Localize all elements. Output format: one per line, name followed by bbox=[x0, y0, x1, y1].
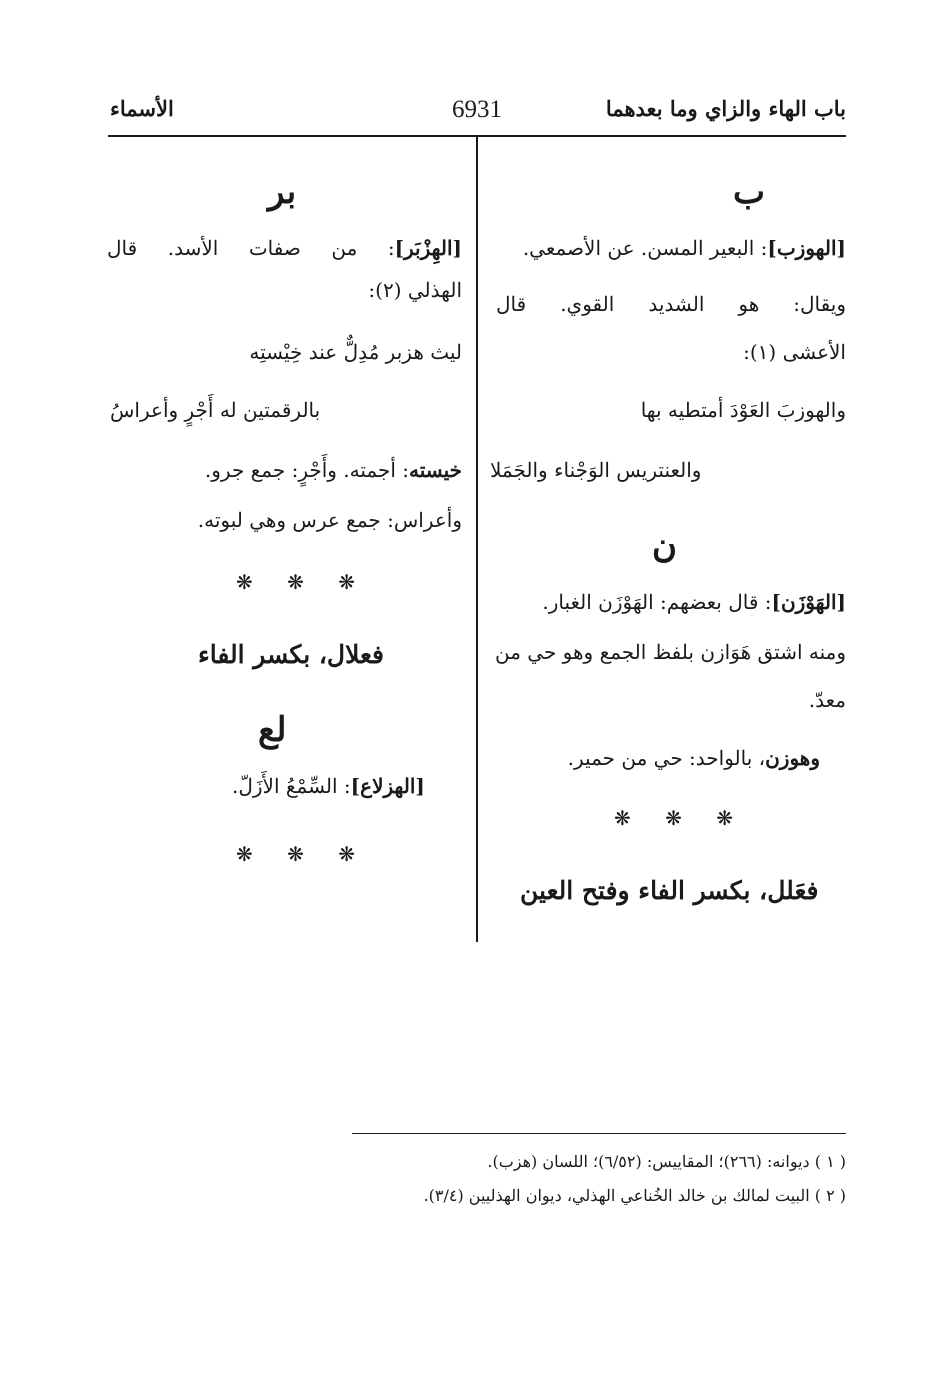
gloss-term: خيسته bbox=[409, 458, 462, 482]
entry-term: [الهَوْزَن] bbox=[771, 590, 846, 614]
section-separator-stars: ❋ ❋ ❋ bbox=[236, 842, 369, 866]
footnote-rule bbox=[352, 1133, 846, 1134]
entry-hawzab bbox=[523, 236, 846, 260]
entry-term: [الهزلاع] bbox=[350, 774, 425, 798]
entry-definition: : من صفات الأسد. قال bbox=[107, 236, 395, 260]
text-line bbox=[568, 746, 820, 770]
text-line: الهذلي (٢): bbox=[368, 278, 462, 302]
entry-hawzan bbox=[542, 590, 846, 614]
verse-line: والعنتريس الوَجْناء والجَمَلا bbox=[490, 458, 702, 482]
section-heading: فعَلل، بكسر الفاء وفتح العين bbox=[520, 876, 819, 905]
section-separator-stars: ❋ ❋ ❋ bbox=[614, 806, 747, 830]
column-divider bbox=[476, 137, 478, 942]
entry-hizla bbox=[232, 774, 425, 798]
root-heading-ba: ب bbox=[732, 172, 765, 212]
gloss-line bbox=[205, 458, 462, 482]
entry-term: [الهوزب] bbox=[767, 236, 846, 260]
footnote-1: ( ١ ) ديوانه: (٢٦٦)؛ المقاييس: (٦/٥٢)؛ اللسان (هزب). bbox=[487, 1152, 846, 1171]
section-separator-stars: ❋ ❋ ❋ bbox=[236, 570, 369, 594]
text-line: الأعشى (١): bbox=[743, 340, 846, 364]
section-heading: فعلال، بكسر الفاء bbox=[198, 640, 385, 669]
gloss-definition: : أجمته. وأَجْرٍ: جمع جرو. bbox=[204, 458, 409, 482]
page-number: 6931 bbox=[452, 96, 502, 123]
text-line: ويقال: هو الشديد القوي. قال bbox=[496, 292, 846, 316]
running-header-right: باب الهاء والزاي وما بعدهما bbox=[605, 96, 846, 121]
entry-definition: : قال بعضهم: الهَوْزَن الغبار. bbox=[542, 590, 772, 614]
entry-definition: ، بالواحد: حي من حمير. bbox=[567, 746, 766, 770]
root-heading-la: لع bbox=[258, 710, 287, 750]
text-line: ومنه اشتق هَوَازن بلفظ الجمع وهو حي من bbox=[494, 640, 846, 664]
entry-definition: : البعير المسن. عن الأصمعي. bbox=[522, 236, 768, 260]
verse-line: ليث هزبر مُدِلٌّ عند خِيْستِه bbox=[249, 340, 462, 364]
entry-hizbar bbox=[107, 236, 462, 260]
footnote-2: ( ٢ ) البيت لمالك بن خالد الخُناعي الهذلي، ديوان الهذليين (٣/٤). bbox=[423, 1186, 846, 1205]
text-line: معدّ. bbox=[808, 688, 846, 712]
root-heading-bar: بر bbox=[268, 172, 297, 212]
running-header-left: الأسماء bbox=[110, 96, 174, 121]
root-heading-nun: ن bbox=[652, 526, 677, 566]
entry-term: [الهِزْبَر] bbox=[394, 236, 462, 260]
entry-definition: : السِّمْعُ الأَزَلّ. bbox=[232, 774, 351, 798]
gloss-line: وأعراس: جمع عرس وهي لبوته. bbox=[197, 508, 462, 532]
entry-term: وهوزن bbox=[765, 746, 820, 770]
verse-line: والهوزبَ العَوْدَ أمتطيه بها bbox=[640, 398, 846, 422]
verse-line: بالرقمتين له أَجْرٍ وأعراسُ bbox=[110, 398, 321, 422]
